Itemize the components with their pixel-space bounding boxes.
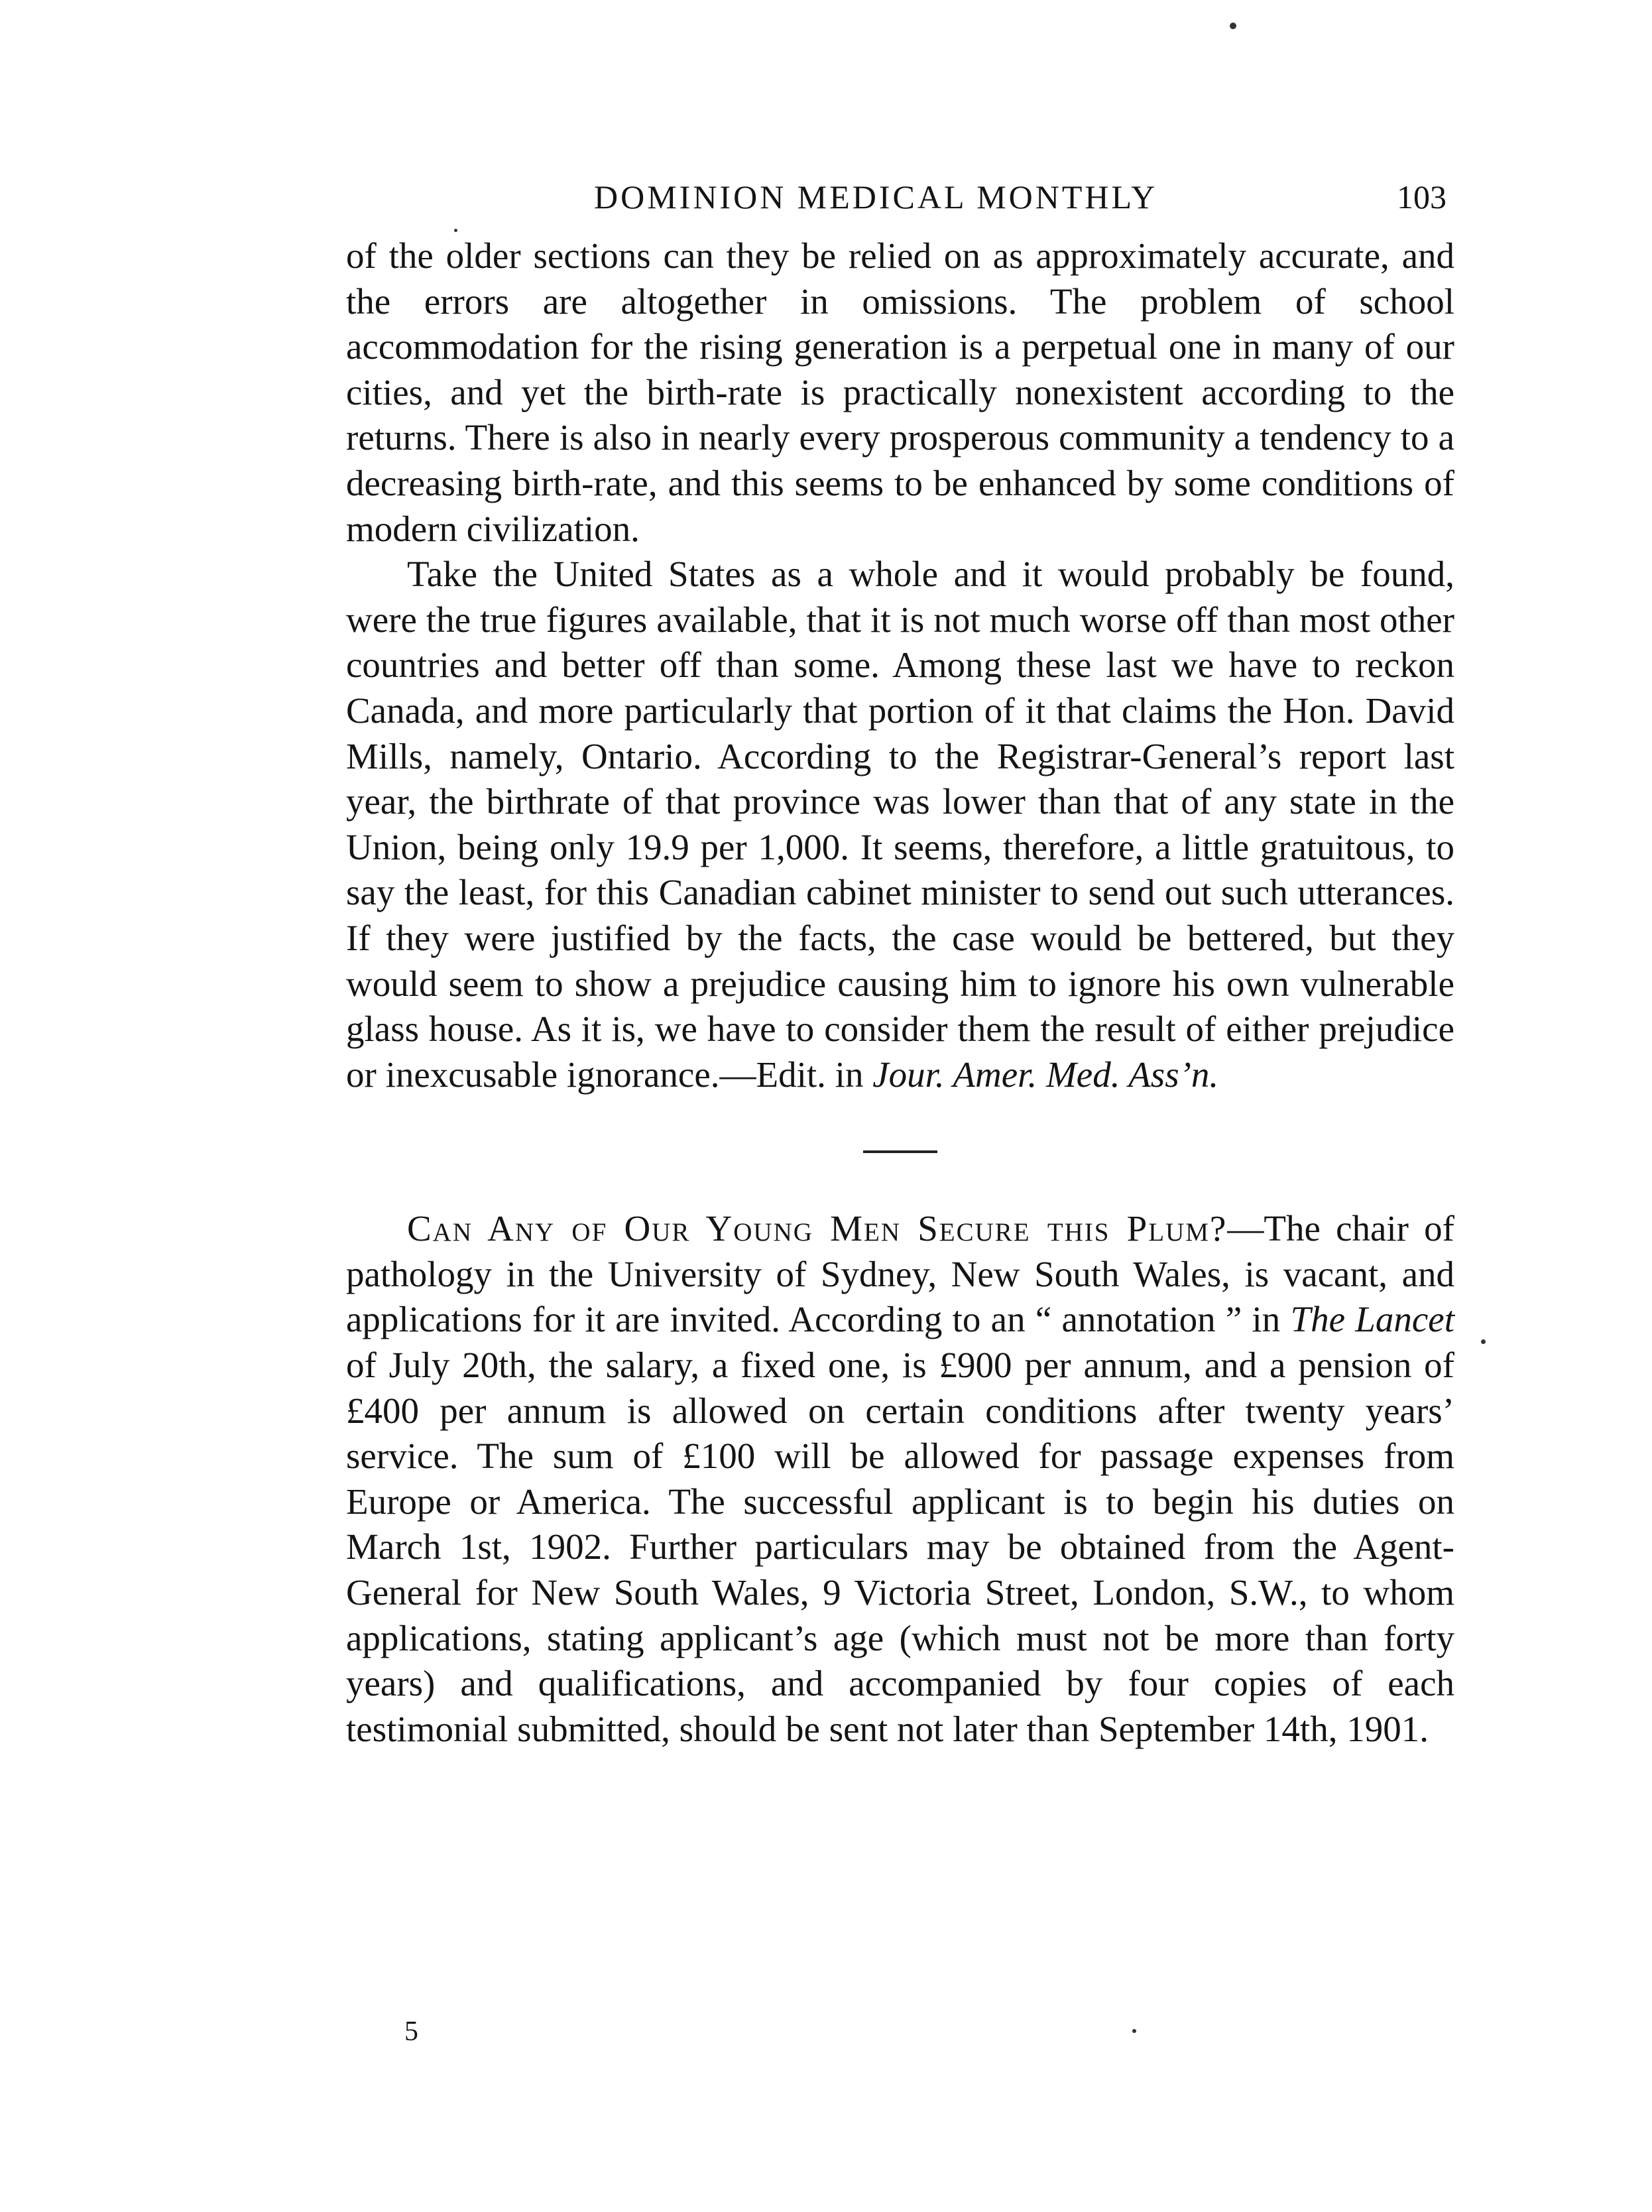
signature-mark: 5 (404, 2016, 418, 2047)
page-number: 103 (1397, 178, 1446, 215)
text-column (346, 233, 1454, 1752)
article2-paragraph (346, 1206, 1454, 1752)
print-speck (454, 229, 457, 232)
running-title: DOMINION MEDICAL MONTHLY (594, 178, 1158, 215)
article1-paragraph-2 (346, 552, 1454, 1097)
article2-heading-dash: — (1227, 1208, 1264, 1249)
journal-title: The Lancet (1290, 1299, 1454, 1340)
article1-paragraph-1: of the older sections can they be relied on as approximately accurate, and the errors are altogether in omissions. The problem of school accommodation for the rising generation is a perpetual one in many of our cities, and yet the birth-rate is practically nonexistent according to the returns. There is also in nearly every prosperous community a tendency to a decreasing birth-rate, and this seems to be enhanced by some conditions of modern civilization. (346, 235, 1454, 549)
article2-text-b: of July 20th, the salary, a fixed one, is £900 per annum, and a pension of £400 per annum is allowed on certain conditions after twenty years’ service. The sum of £100 will be allowed for passage expenses from Europe or America. The successful applicant is to begin his duties on March 1st, 1902. Further particulars may be obtained from the Agent-General for New South Wales, 9 Victoria Street, London, S.W., to whom applications, stating applicant’s age (which must not be more than forty years) and qualifications, and accompanied by four copies of each testimonial submitted, should be sent not later than September 14th, 1901. (346, 1345, 1454, 1749)
article1-paragraph-2-body: Take the United States as a whole and it would probably be found, were the true figures available, that it is not much worse off than most other countries and better off than some. Among these last we have to reckon Canada, and more particularly that portion of it that claims the Hon. David Mills, namely, Ontario. According to the Registrar-General’s report last year, the birthrate of that province was lower than that of any state in the Union, being only 19.9 per 1,000. It seems, therefore, a little gratuitous, to say the least, for this Canadian cabinet minister to send out such utterances. If they were justified by the facts, the case would be bettered, but they would seem to show a prejudice causing him to ignore his own vulnerable glass house. As it is, we have to consider them the result of either prejudice or inexcusable ignorance.—Edit. in (346, 554, 1454, 1095)
article2-text-a: The chair of pathology in the University of Sydney, New South Wales, is vacant, and applications for it are invited. According to an “ annotation ” in (346, 1208, 1454, 1340)
article2-heading: Can Any of Our Young Men Secure this Plum? (407, 1208, 1228, 1249)
running-header (346, 178, 1454, 224)
print-speck (1481, 1339, 1486, 1344)
print-speck (1230, 23, 1236, 29)
source-citation: Jour. Amer. Med. Ass’n. (872, 1054, 1219, 1095)
section-gap (346, 1153, 1454, 1206)
print-speck (1132, 2029, 1136, 2033)
